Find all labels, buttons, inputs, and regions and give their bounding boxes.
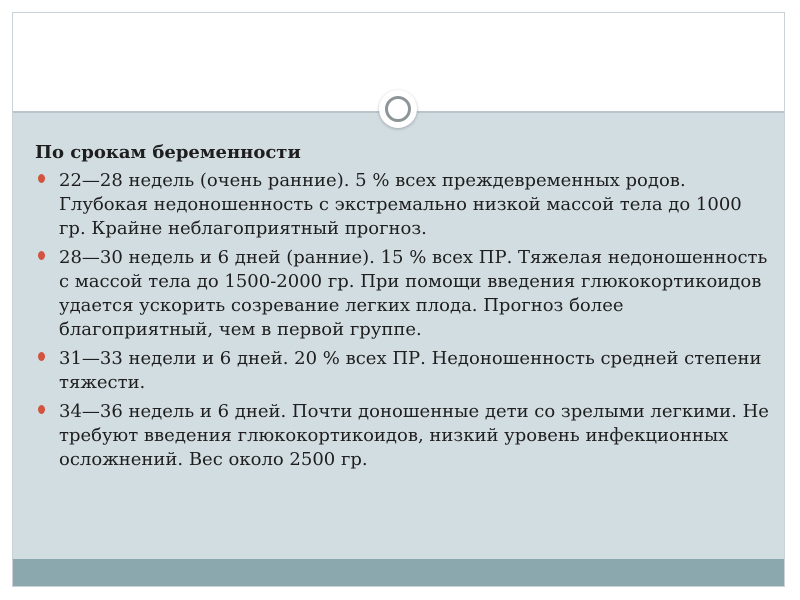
bullet-dot-icon: [38, 352, 45, 361]
ring-icon: [379, 90, 417, 128]
list-item-text: 34—36 недель и 6 дней. Почти доношенные дети со зрелыми легкими. Не требуют введения глюкокортикоидов, низкий уровень инфекционных осложнений. Вес около 2500 гр.: [59, 401, 769, 470]
bullet-list: [35, 169, 770, 472]
list-item: [35, 169, 770, 241]
list-item-text: 28—30 недель и 6 дней (ранние). 15 % всех ПР. Тяжелая недоношенность с массой тела до 1500-2000 гр. При помощи введения глюкокортикоидов удается ускорить созревание легких плода. Прогноз более благоприятный, чем в первой группе.: [59, 247, 768, 340]
list-item: [35, 246, 770, 342]
list-item-text: 31—33 недели и 6 дней. 20 % всех ПР. Недоношенность средней степени тяжести.: [59, 348, 762, 393]
section-heading: По срокам беременности: [35, 142, 301, 163]
footer-bar: [13, 559, 784, 586]
slide: [12, 12, 785, 587]
list-item: [35, 400, 770, 472]
list-item: [35, 347, 770, 395]
content-area: [35, 141, 770, 477]
bullet-dot-icon: [38, 251, 45, 260]
bullet-dot-icon: [38, 174, 45, 183]
bullet-dot-icon: [38, 405, 45, 414]
list-item-text: 22—28 недель (очень ранние). 5 % всех преждевременных родов. Глубокая недоношенность с экстремально низкой массой тела до 1000 гр. Крайне неблагоприятный прогноз.: [59, 170, 742, 239]
